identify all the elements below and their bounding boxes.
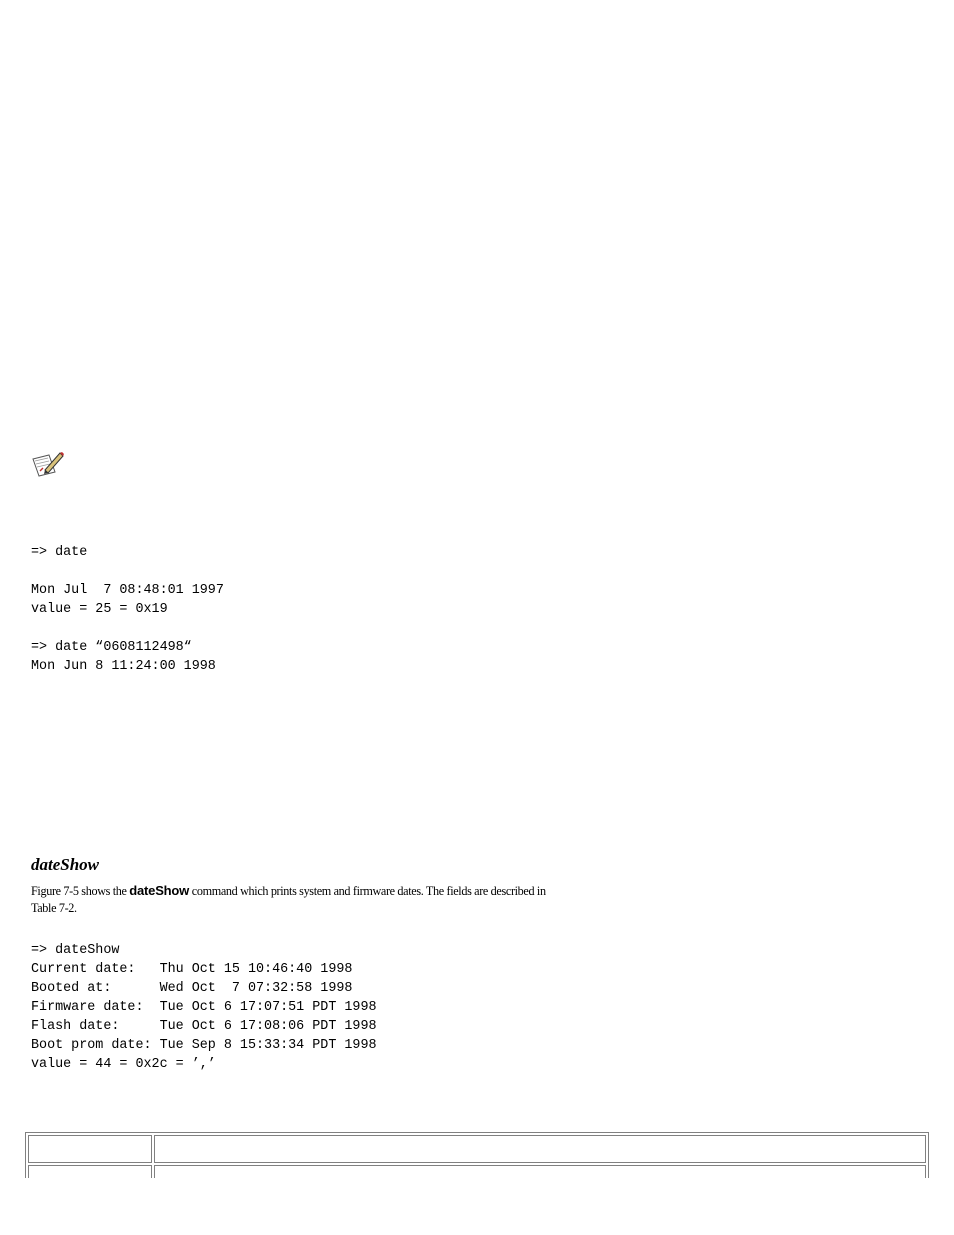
table-cell	[28, 1165, 152, 1178]
code-line: Mon Jul 7 08:48:01 1997	[31, 583, 224, 598]
code-line: => date “0608112498“	[31, 640, 192, 655]
code-line: value = 44 = 0x2c = ’,’	[31, 1057, 216, 1072]
code-line: Booted at: Wed Oct 7 07:32:58 1998	[31, 981, 353, 996]
code-line	[31, 562, 224, 581]
section-heading-dateshow: dateShow	[31, 855, 100, 874]
fields-table-container	[25, 1132, 929, 1178]
code-line: value = 25 = 0x19	[31, 602, 168, 617]
code-line: Mon Jun 8 11:24:00 1998	[31, 659, 216, 674]
dateshow-command-example	[31, 941, 377, 1074]
table-row	[28, 1165, 926, 1178]
description-command-name: dateShow	[129, 883, 190, 898]
table-row	[28, 1135, 926, 1163]
code-line	[31, 619, 224, 638]
table-cell	[28, 1135, 152, 1163]
note-pencil-icon	[31, 450, 65, 478]
code-line: Firmware date: Tue Oct 6 17:07:51 PDT 1998	[31, 1000, 377, 1015]
dateshow-description	[31, 882, 551, 917]
code-line: Flash date: Tue Oct 6 17:08:06 PDT 1998	[31, 1019, 377, 1034]
note-pencil-icon-graphic	[31, 450, 65, 478]
code-line: => date	[31, 545, 88, 560]
fields-table	[25, 1132, 929, 1178]
table-cell	[154, 1135, 926, 1163]
code-line: Current date: Thu Oct 15 10:46:40 1998	[31, 962, 353, 977]
table-cell	[154, 1165, 926, 1178]
code-line: => dateShow	[31, 943, 120, 958]
date-command-example	[31, 543, 224, 676]
description-text-after: command which prints system and firmware dates. The fields are described in Table 7-2.	[31, 884, 546, 915]
code-line: Boot prom date: Tue Sep 8 15:33:34 PDT 1998	[31, 1038, 377, 1053]
description-text-before: Figure 7-5 shows the	[31, 884, 130, 898]
